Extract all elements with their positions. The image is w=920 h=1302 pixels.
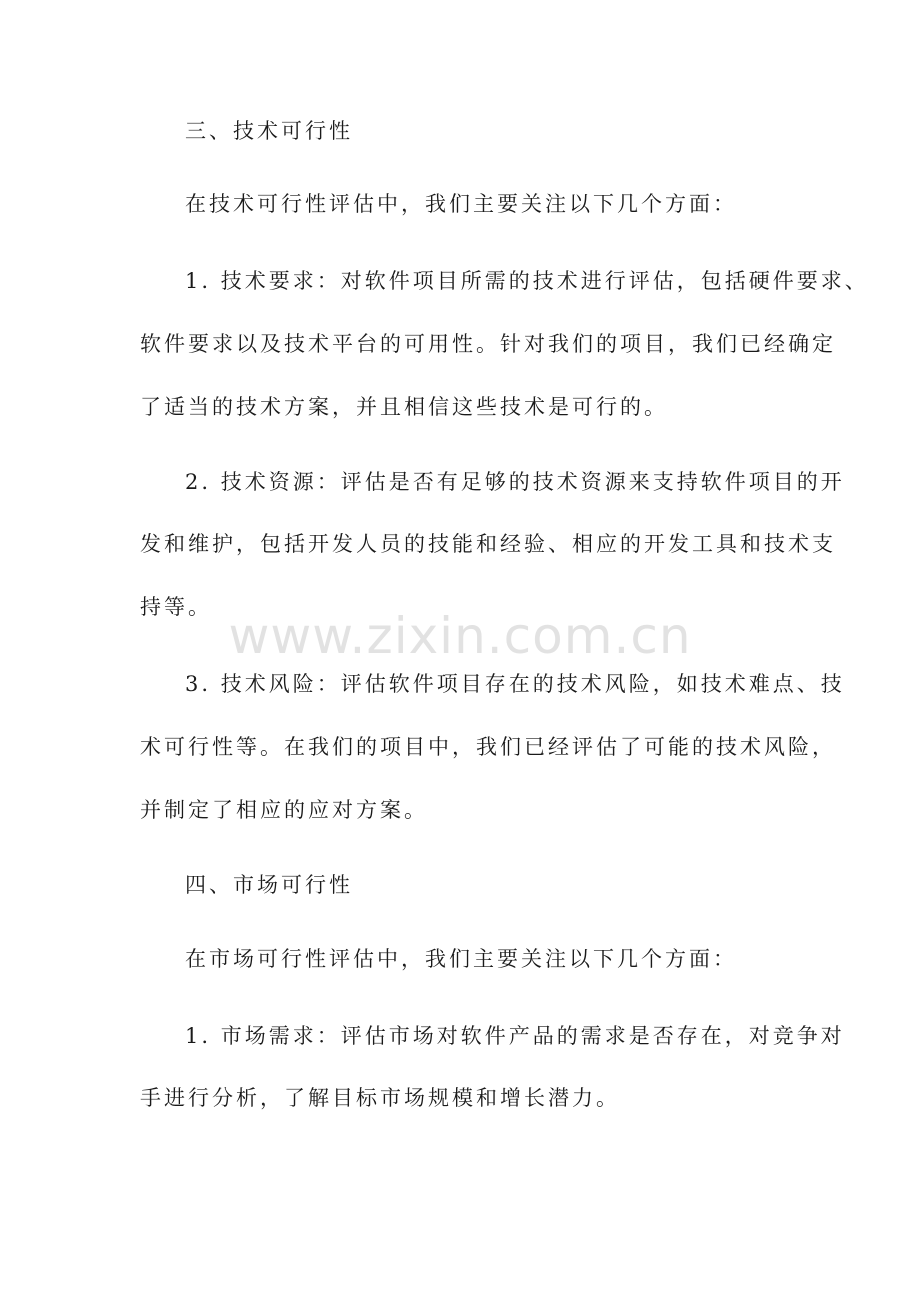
item-technical-risk-line-2: 术可行性等。在我们的项目中，我们已经评估了可能的技术风险， (140, 735, 836, 759)
item-market-demand-line-1: 1. 市场需求：评估市场对软件产品的需求是否存在，对竞争对 (185, 1024, 845, 1048)
item-technical-requirements-line-2: 软件要求以及技术平台的可用性。针对我们的项目，我们已经确定 (140, 332, 836, 356)
paragraph-intro-technical: 在技术可行性评估中，我们主要关注以下几个方面： (185, 192, 737, 216)
item-technical-requirements-line-1: 1. 技术要求：对软件项目所需的技术进行评估，包括硬件要求、 (185, 269, 869, 293)
item-technical-requirements-line-3: 了适当的技术方案，并且相信这些技术是可行的。 (140, 395, 668, 419)
paragraph-intro-market: 在市场可行性评估中，我们主要关注以下几个方面： (185, 947, 737, 971)
item-technical-resources-line-2: 发和维护，包括开发人员的技能和经验、相应的开发工具和技术支 (140, 532, 836, 556)
section-heading-market-feasibility: 四、市场可行性 (185, 873, 353, 897)
watermark: www.zixin.com.cn (228, 607, 692, 665)
item-technical-resources-line-3: 持等。 (140, 595, 212, 619)
item-technical-risk-line-3: 并制定了相应的应对方案。 (140, 798, 428, 822)
item-market-demand-line-2: 手进行分析，了解目标市场规模和增长潜力。 (140, 1086, 620, 1110)
item-technical-resources-line-1: 2. 技术资源：评估是否有足够的技术资源来支持软件项目的开 (185, 470, 845, 494)
item-technical-risk-line-1: 3. 技术风险：评估软件项目存在的技术风险，如技术难点、技 (185, 672, 845, 696)
section-heading-technical-feasibility: 三、技术可行性 (185, 119, 353, 143)
